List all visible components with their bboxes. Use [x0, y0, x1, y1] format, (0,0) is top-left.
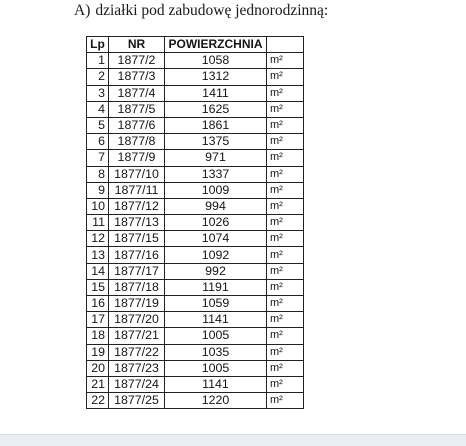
- header-lp: Lp: [87, 37, 109, 53]
- row-area: 1074: [165, 231, 267, 247]
- row-parcel-number: 1877/20: [109, 312, 165, 328]
- row-area: 1058: [165, 53, 267, 69]
- row-lp: 15: [87, 279, 109, 295]
- row-unit: m²: [267, 344, 304, 360]
- row-parcel-number: 1877/21: [109, 328, 165, 344]
- row-lp: 9: [87, 182, 109, 198]
- row-unit: m²: [267, 247, 304, 263]
- table-row: [87, 101, 304, 117]
- row-unit: m²: [267, 263, 304, 279]
- table-header-row: [87, 37, 304, 53]
- row-lp: 21: [87, 376, 109, 392]
- table-row: [87, 360, 304, 376]
- section-title: działki pod zabudowę jednorodzinną:: [95, 2, 329, 19]
- table-row: [87, 134, 304, 150]
- row-area: 1141: [165, 312, 267, 328]
- row-lp: 19: [87, 344, 109, 360]
- row-parcel-number: 1877/15: [109, 231, 165, 247]
- table-row: [87, 215, 304, 231]
- row-parcel-number: 1877/24: [109, 376, 165, 392]
- row-lp: 14: [87, 263, 109, 279]
- row-parcel-number: 1877/22: [109, 344, 165, 360]
- row-lp: 18: [87, 328, 109, 344]
- row-lp: 12: [87, 231, 109, 247]
- row-lp: 2: [87, 69, 109, 85]
- row-parcel-number: 1877/18: [109, 279, 165, 295]
- row-unit: m²: [267, 296, 304, 312]
- row-unit: m²: [267, 166, 304, 182]
- row-unit: m²: [267, 231, 304, 247]
- row-lp: 16: [87, 296, 109, 312]
- row-parcel-number: 1877/4: [109, 85, 165, 101]
- row-area: 1375: [165, 134, 267, 150]
- row-area: 1337: [165, 166, 267, 182]
- header-unit: [267, 37, 304, 53]
- row-unit: m²: [267, 150, 304, 166]
- table-row: [87, 231, 304, 247]
- table-row: [87, 166, 304, 182]
- table-row: [87, 344, 304, 360]
- row-area: 1312: [165, 69, 267, 85]
- row-area: 971: [165, 150, 267, 166]
- row-parcel-number: 1877/17: [109, 263, 165, 279]
- row-lp: 7: [87, 150, 109, 166]
- row-lp: 8: [87, 166, 109, 182]
- parcels-table: [86, 36, 304, 409]
- row-lp: 1: [87, 53, 109, 69]
- row-unit: m²: [267, 393, 304, 409]
- table-row: [87, 85, 304, 101]
- row-area: 1220: [165, 393, 267, 409]
- table-row: [87, 182, 304, 198]
- row-area: 1625: [165, 101, 267, 117]
- table-row: [87, 296, 304, 312]
- row-unit: m²: [267, 101, 304, 117]
- row-unit: m²: [267, 182, 304, 198]
- row-unit: m²: [267, 215, 304, 231]
- table-row: [87, 69, 304, 85]
- table-row: [87, 247, 304, 263]
- row-area: 1191: [165, 279, 267, 295]
- page-cutoff-strip: [0, 434, 466, 446]
- row-parcel-number: 1877/25: [109, 393, 165, 409]
- row-parcel-number: 1877/12: [109, 198, 165, 214]
- row-lp: 22: [87, 393, 109, 409]
- table-row: [87, 198, 304, 214]
- row-area: 1861: [165, 117, 267, 133]
- header-nr: NR: [109, 37, 165, 53]
- row-parcel-number: 1877/6: [109, 117, 165, 133]
- row-parcel-number: 1877/9: [109, 150, 165, 166]
- row-lp: 11: [87, 215, 109, 231]
- row-lp: 10: [87, 198, 109, 214]
- row-parcel-number: 1877/16: [109, 247, 165, 263]
- row-unit: m²: [267, 85, 304, 101]
- row-parcel-number: 1877/19: [109, 296, 165, 312]
- row-area: 1035: [165, 344, 267, 360]
- row-parcel-number: 1877/8: [109, 134, 165, 150]
- row-area: 1411: [165, 85, 267, 101]
- header-area: POWIERZCHNIA: [165, 37, 267, 53]
- row-area: 1059: [165, 296, 267, 312]
- table-row: [87, 53, 304, 69]
- table-row: [87, 117, 304, 133]
- row-lp: 6: [87, 134, 109, 150]
- row-area: 1141: [165, 376, 267, 392]
- table-row: [87, 150, 304, 166]
- table-row: [87, 279, 304, 295]
- row-lp: 5: [87, 117, 109, 133]
- row-unit: m²: [267, 134, 304, 150]
- table-row: [87, 312, 304, 328]
- row-unit: m²: [267, 360, 304, 376]
- row-parcel-number: 1877/13: [109, 215, 165, 231]
- row-parcel-number: 1877/11: [109, 182, 165, 198]
- row-lp: 4: [87, 101, 109, 117]
- row-area: 992: [165, 263, 267, 279]
- row-lp: 3: [87, 85, 109, 101]
- row-parcel-number: 1877/23: [109, 360, 165, 376]
- section-heading: [74, 2, 328, 20]
- row-area: 1026: [165, 215, 267, 231]
- row-unit: m²: [267, 328, 304, 344]
- row-unit: m²: [267, 198, 304, 214]
- row-lp: 13: [87, 247, 109, 263]
- table-row: [87, 393, 304, 409]
- table-row: [87, 376, 304, 392]
- table-row: [87, 263, 304, 279]
- table-row: [87, 328, 304, 344]
- row-unit: m²: [267, 376, 304, 392]
- row-area: 1092: [165, 247, 267, 263]
- row-area: 1009: [165, 182, 267, 198]
- row-parcel-number: 1877/10: [109, 166, 165, 182]
- row-area: 1005: [165, 328, 267, 344]
- row-lp: 17: [87, 312, 109, 328]
- section-marker: A): [74, 2, 91, 19]
- row-unit: m²: [267, 117, 304, 133]
- row-lp: 20: [87, 360, 109, 376]
- row-unit: m²: [267, 53, 304, 69]
- row-unit: m²: [267, 69, 304, 85]
- row-unit: m²: [267, 312, 304, 328]
- row-parcel-number: 1877/2: [109, 53, 165, 69]
- row-area: 1005: [165, 360, 267, 376]
- row-area: 994: [165, 198, 267, 214]
- row-parcel-number: 1877/5: [109, 101, 165, 117]
- row-unit: m²: [267, 279, 304, 295]
- row-parcel-number: 1877/3: [109, 69, 165, 85]
